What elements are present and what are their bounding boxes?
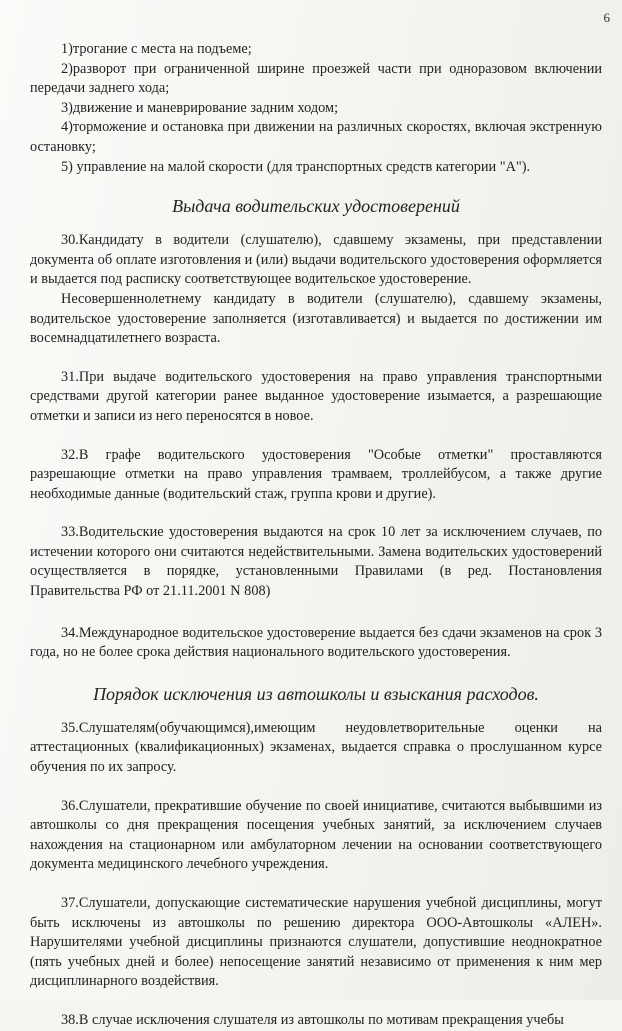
paragraph: 34.Международное водительское удостоверение выдается без сдачи экзаменов на срок 3 года, но не более срока действия национального водительского удостоверения. <box>30 624 602 661</box>
paragraph: 37.Слушатели, допускающие систематические нарушения учебной дисциплины, могут быть исключены из автошколы по решению директора ООО-Автошколы «АЛЕН». Нарушителями учебной дисциплины признаются слушатели, допустившие неоднократное (пять учебных дней и более) непосещение занятий независимо от применения к ним мер дисциплинарного воздействия. <box>30 895 602 990</box>
paragraph: 30.Кандидату в водители (слушателю), сдавшему экзамены, при представлении документа об оплате изготовления и (или) выдачи водительского удостоверения оформляется и выдается под расписку соответствующее водительское удостоверение. <box>30 232 602 288</box>
list-item: 1)трогание с места на подъеме; <box>61 41 252 57</box>
paragraph: 31.При выдаче водительского удостоверения на право управления транспортными средствами другой категории ранее выданное удостоверение изымается, а разрешающие отметки и записи из него переносятся в новое. <box>30 368 602 424</box>
section-heading-license-issuance: Выдача водительских удостоверений <box>172 196 460 217</box>
section-heading-expulsion: Порядок исключения из автошколы и взыскания расходов. <box>93 683 539 704</box>
list-item: 4)торможение и остановка при движении на различных скоростях, включая экстренную остановку; <box>30 119 602 155</box>
document-body <box>30 40 602 1031</box>
page-number: 6 <box>603 10 610 25</box>
list-item: 5) управление на малой скорости (для транспортных средств категории "А"). <box>61 158 531 175</box>
paragraph: 33.Водительские удостоверения выдаются на срок 10 лет за исключением случаев, по истечении которого они считаются недействительными. Замена водительских удостоверений осуществляется в порядке, установленными Правилами (в ред. Постановления Правительства РФ от 21.11.2001 N 808) <box>30 524 602 600</box>
paragraph: 36.Слушатели, прекратившие обучение по своей инициативе, считаются выбывшими из автошколы со дня прекращения посещения учебных занятий, за исключением случаев нахождения на стационарном или амбулаторном лечении на основании соответствующего документа медицинского лечебного учреждения. <box>30 797 602 873</box>
list-item: 3)движение и маневрирование задним ходом; <box>61 99 339 116</box>
list-item: 2)разворот при ограниченной ширине проезжей части при одноразовом включении передачи заднего хода; <box>30 60 602 97</box>
paragraph: 35.Слушателям(обучающимся),имеющим неудовлетворительные оценки на аттестационных (квалификационных) экзаменах, выдается справка о прослушанном курсе обучения по их запросу. <box>30 719 602 776</box>
paragraph: 38.В случае исключения слушателя из автошколы по мотивам прекращения учебы <box>61 1011 564 1028</box>
paragraph: Несовершеннолетнему кандидату в водители (слушателю), сдавшему экзамены, водительское удостоверение заполняется (изготавливается) и выдается по достижении им восемнадцатилетнего возраста. <box>30 290 602 347</box>
paragraph: 32.В графе водительского удостоверения "Особые отметки" проставляются разрешающие отметки на право управления трамваем, троллейбусом, а также другие необходимые данные (водительский стаж, группа крови и другие). <box>30 446 602 502</box>
